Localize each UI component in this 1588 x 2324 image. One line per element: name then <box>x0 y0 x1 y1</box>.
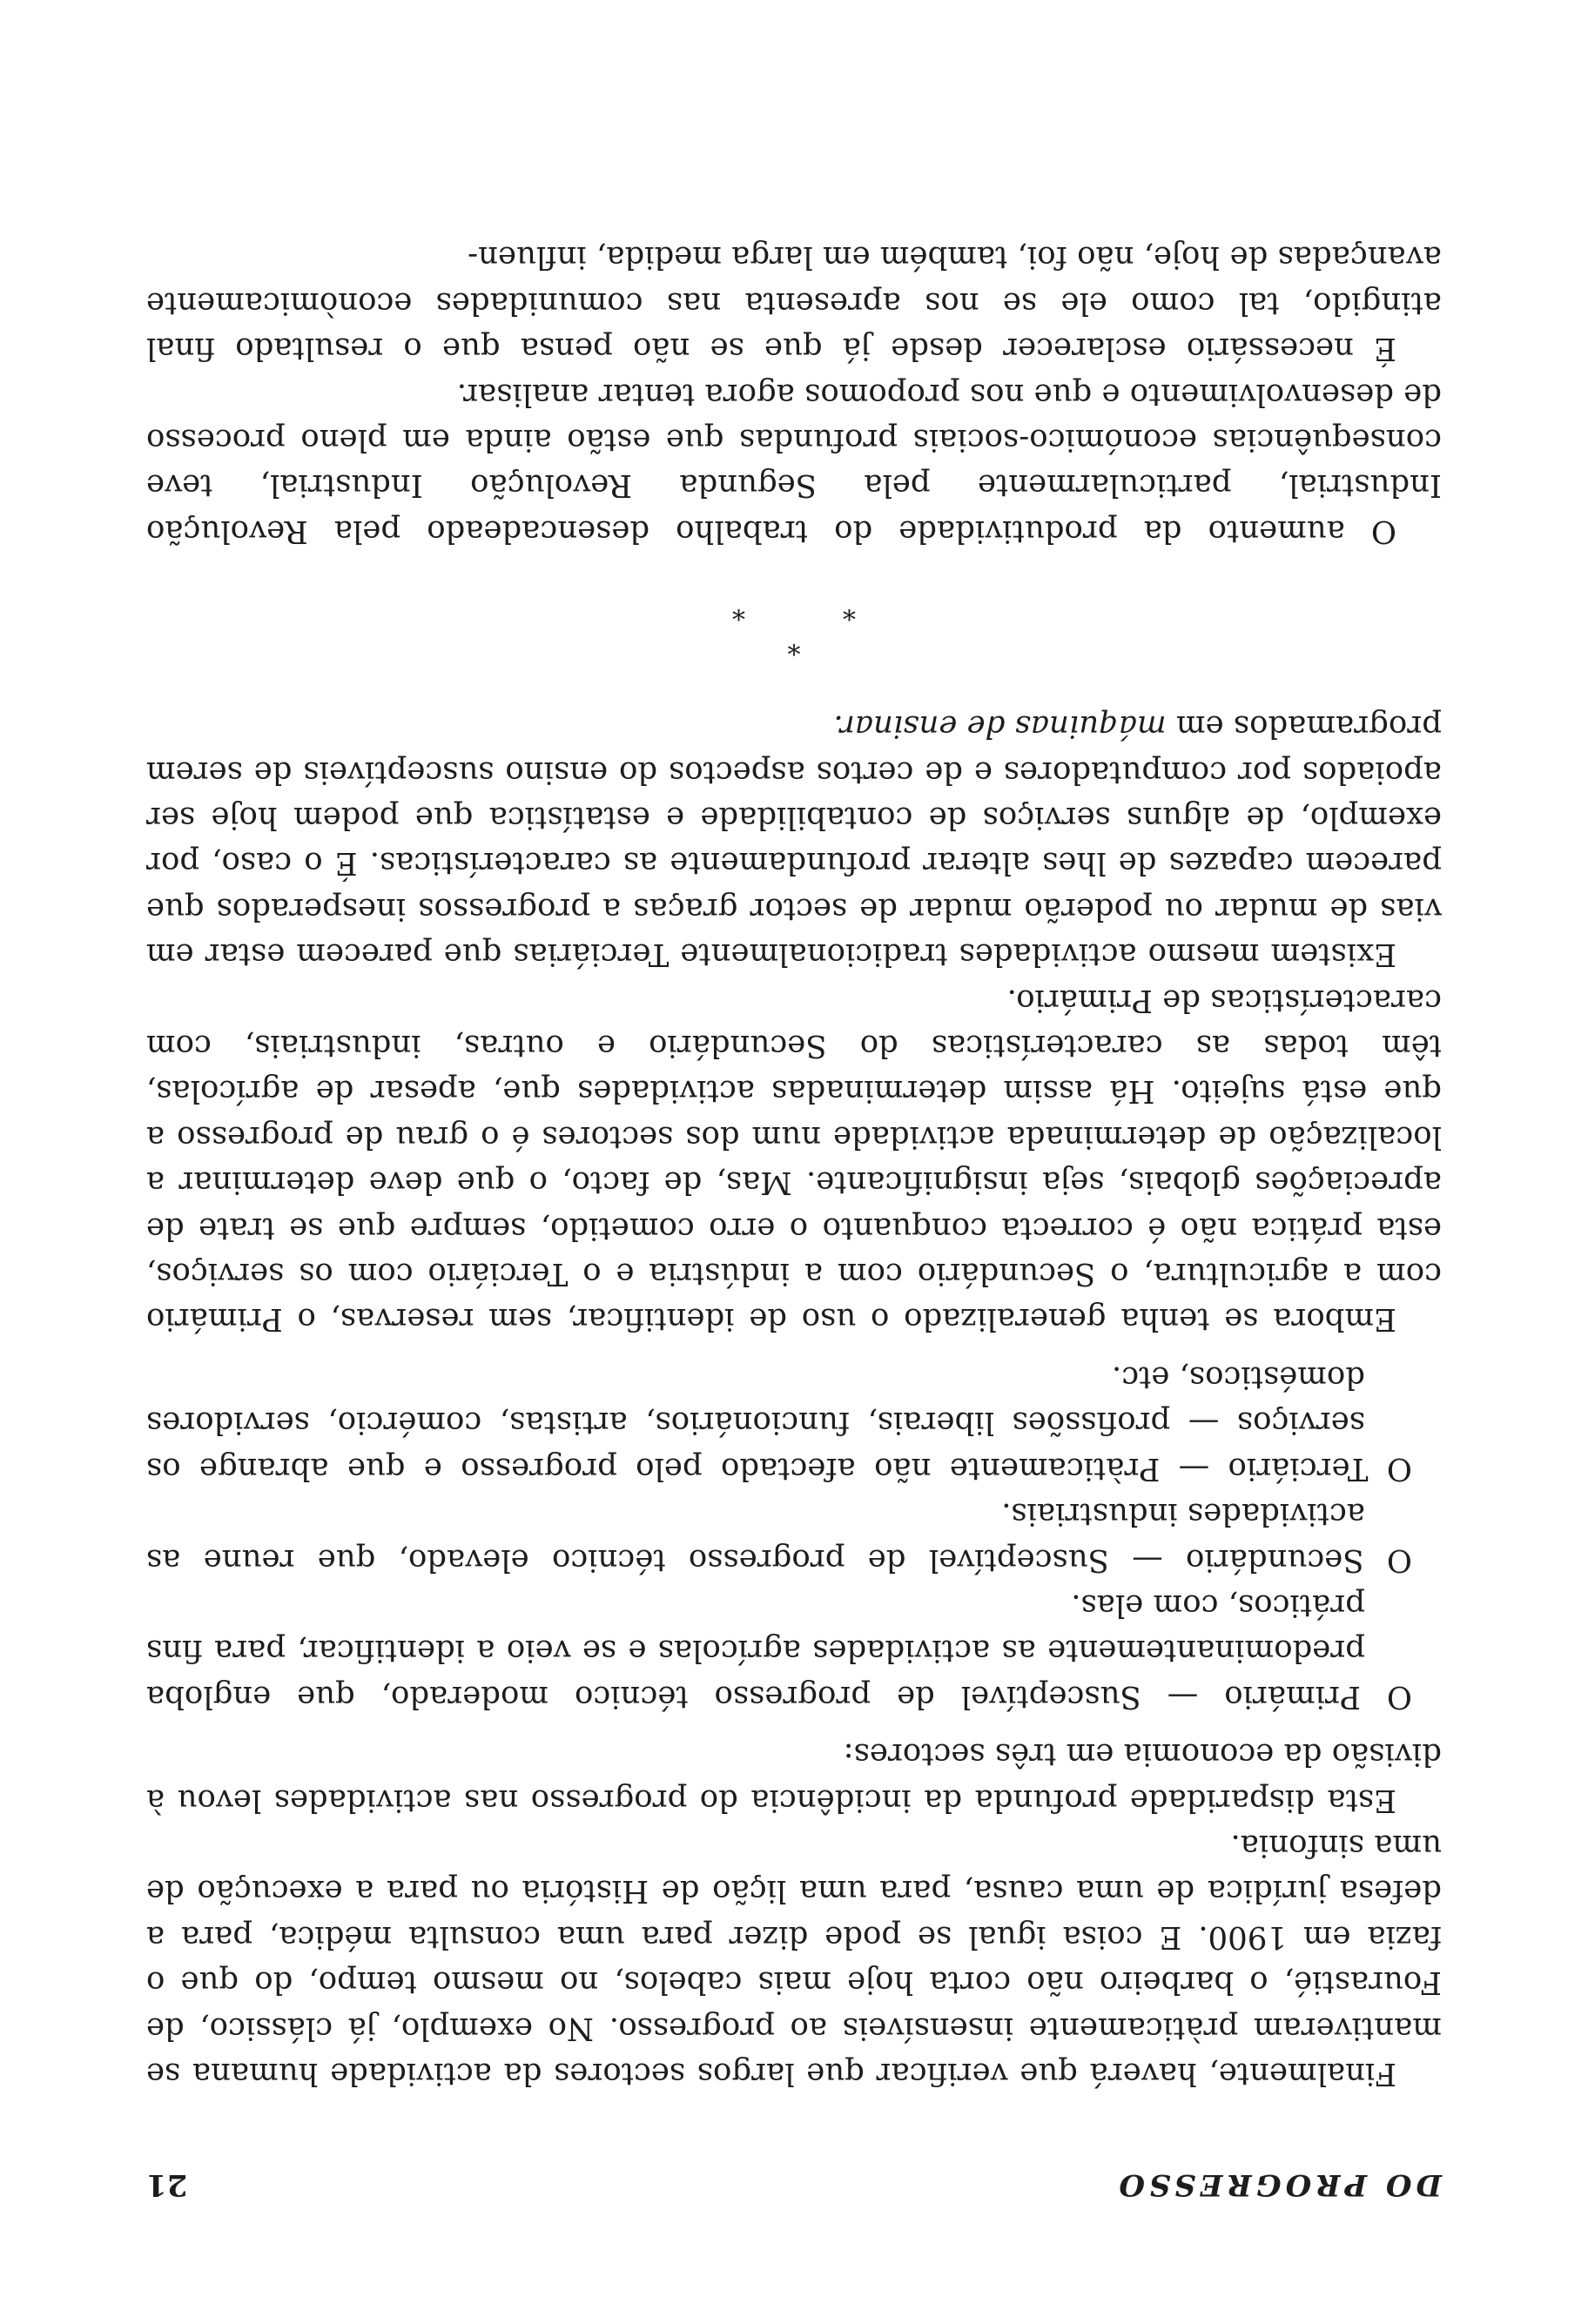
paragraph: É necessário esclarecer desde já que se não pensa que o resultado final atingido, tal como ele se nos apresenta nas comunidades econòmicamente avançadas de hoje, não foi, também em larga medida, influen- <box>146 239 1442 367</box>
sector-definition-list <box>146 1354 1442 1719</box>
sector-tertiary: O Terciário — Pràticamente não afectado pelo progresso e que abrange os serviços — profissões liberais, funcionários, artistas, comércio, servidores domésticos, etc. <box>146 1359 1412 1487</box>
paragraph <box>146 703 1442 977</box>
sector-secondary: O Secundário — Susceptível de progresso técnico elevado, que reune as actividades industriais. <box>146 1496 1412 1578</box>
sector-primary: O Primário — Susceptível de progresso técnico moderado, que engloba predominantemente as actividades agrícolas e se veio a identificar, para fins práticos, com elas. <box>146 1587 1412 1715</box>
body-text <box>146 234 1442 2096</box>
page-header <box>146 2167 1442 2202</box>
paragraph: Esta disparidade profunda da incidência do progresso nas actividades levou à divisão da economia em três sectores: <box>146 1736 1442 1818</box>
paragraph: Finalmente, haverá que verificar que largos sectores da actividade humana se mantiveram pràticamente insensíveis ao progresso. No exemplo, já clássico, de Fourastié, o barbeiro não corta hoje mais cabelos, no mesmo tempo, do que o fazia em 1900. E coisa igual se pode dizer para uma consulta médica, para a defesa jurídica de uma causa, para uma lição de História ou para a execução de uma sinfonia. <box>146 1827 1442 2092</box>
italic-phrase: máquinas de ensinar. <box>833 709 1167 745</box>
paragraph-text: Existem mesmo actividades tradicionalmente Terciárias que parecem estar em vias de mudar ou poderão mudar de sector graças a progressos inesperados que parecem capazes de lhes alterar profundamente as características. É o caso, por exemplo, de alguns serviços de contabilidade e estatística que podem hoje ser apoiados por computadores e de certos aspectos do ensino susceptíveis de serem programados em <box>146 709 1442 973</box>
section-divider <box>146 592 1442 662</box>
divider-asterisk: * <box>843 594 856 625</box>
page-number: 21 <box>146 2167 188 2202</box>
divider-asterisk: * <box>787 628 801 660</box>
running-head: DO PROGRESSO <box>1114 2167 1442 2202</box>
paragraph: O aumento da produtividade do trabalho desencadeado pela Revolução Industrial, particularmente pela Segunda Revolução Industrial, teve consequências económico-sociais profundas que estão ainda em pleno processo de desenvolvimento e que nos propomos agora tentar analisar. <box>146 376 1442 549</box>
paragraph: Embora se tenha generalizado o uso de identificar, sem reservas, o Primário com a agricultura, o Secundário com a indústria e o Terciário com os serviços, esta prática não é correcta conquanto o erro cometido, sempre que se trate de apreciações globais, seja insignificante. Mas, de facto, o que deve determinar a localização de determinada actividade num dos sectores é o grau de progresso a que está sujeito. Há assim determinadas actividades que, apesar de agrícolas, têm todas as características do Secundário e outras, industriais, com características de Primário. <box>146 982 1442 1338</box>
divider-asterisk: * <box>732 594 745 625</box>
